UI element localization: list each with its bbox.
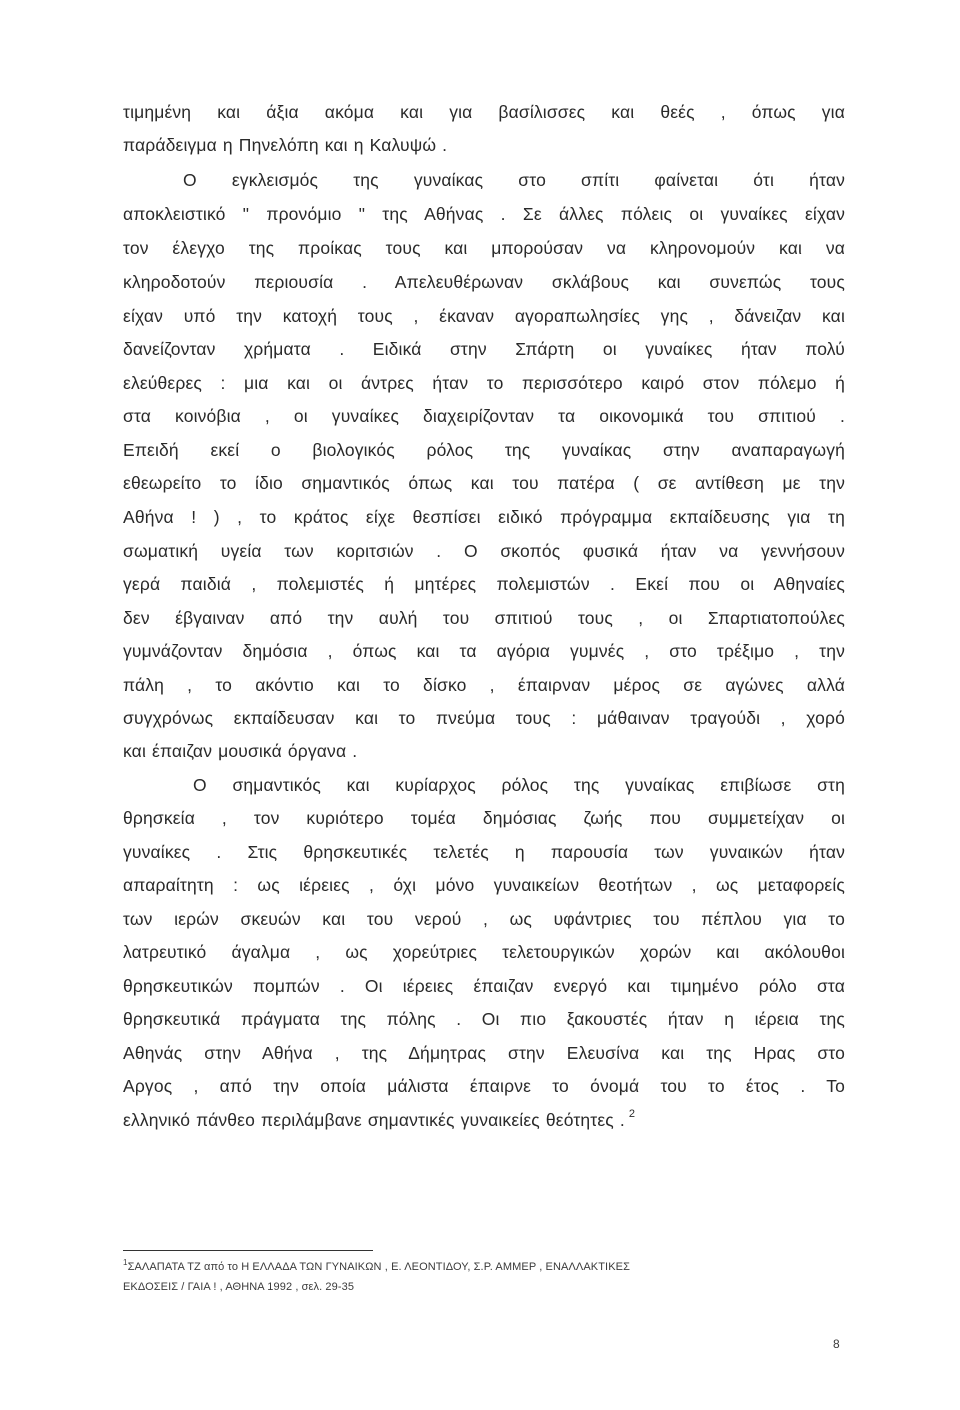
- body-text-line: λατρευτικό άγαλμα , ως χορεύτριες τελετουργικών χορών και ακόλουθοι: [123, 942, 845, 962]
- body-text-line: γυναίκες . Στις θρησκευτικές τελετές η παρουσία των γυναικών ήταν: [123, 842, 845, 862]
- last-line-text: ελληνικό πάνθεο περιλάμβανε σημαντικές γυναικείες θεότητες .: [123, 1110, 625, 1130]
- body-text-line: δεν έβγαιναν από την αυλή του σπιτιού τους , οι Σπαρτιατοπούλες: [123, 608, 845, 628]
- body-text-line: και έπαιζαν μουσικά όργανα .: [123, 741, 358, 761]
- body-text-line: κληροδοτούν περιουσία . Απελευθέρωναν σκλάβους και συνεπώς τους: [123, 272, 845, 292]
- body-text-line: γερά παιδιά , πολεμιστές ή μητέρες πολεμιστών . Εκεί που οι Αθηναίες: [123, 574, 845, 594]
- body-text-line: στα κοινόβια , οι γυναίκες διαχειρίζονταν τα οικονομικά του σπιτιού .: [123, 406, 845, 426]
- body-text-line: ελεύθερες : μια και οι άντρες ήταν το περισσότερο καιρό στον πόλεμο ή: [123, 373, 845, 393]
- body-text-line: είχαν υπό την κατοχή τους , έκαναν αγοραπωλησίες γης , δάνειζαν και: [123, 306, 845, 326]
- footnote-divider: [123, 1250, 373, 1251]
- body-text-line: Αθήνα ! ) , το κράτος είχε θεσπίσει ειδικό πρόγραμμα εκπαίδευσης για τη: [123, 507, 845, 527]
- body-text-line: Αργος , από την οποία μάλιστα έπαιρνε το όνομά του το έτος . Το: [123, 1076, 845, 1096]
- body-text-line: απαραίτητη : ως ιέρειες , όχι μόνο γυναικείων θεοτήτων , ως μεταφορείς: [123, 875, 845, 895]
- body-text-line: Επειδή εκεί ο βιολογικός ρόλος της γυναίκας στην αναπαραγωγή: [123, 440, 845, 460]
- body-text-line: τιμημένη και άξια ακόμα και για βασίλισσες και θεές , όπως για: [123, 102, 845, 122]
- paragraph-start-line: Ο σημαντικός και κυρίαρχος ρόλος της γυναίκας επιβίωσε στη: [193, 775, 845, 795]
- body-text-line: τον έλεγχο της προίκας τους και μπορούσαν να κληρονομούν και να: [123, 238, 845, 258]
- body-text-line: θρησκεία , τον κυριότερο τομέα δημόσιας ζωής που συμμετείχαν οι: [123, 808, 845, 828]
- body-text-line: εθεωρείτο το ίδιο σημαντικός όπως και του πατέρα ( σε αντίθεση με την: [123, 473, 845, 493]
- footnote-line: [123, 1260, 630, 1275]
- page-number: 8: [833, 1337, 840, 1351]
- footnote-marker: 1: [123, 1258, 128, 1267]
- body-text-line: γυμνάζονταν δημόσια , όπως και τα αγόρια γυμνές , στο τρέξιμο , την: [123, 641, 845, 661]
- body-text-line: παράδειγμα η Πηνελόπη και η Καλυψώ .: [123, 135, 448, 155]
- paragraph-start-line: Ο εγκλεισμός της γυναίκας στο σπίτι φαίνεται ότι ήταν: [183, 170, 845, 190]
- footnote-line-continued: ΕΚΔΟΣΕΙΣ / ΓΑΙΑ ! , ΑΘΗΝΑ 1992 , σελ. 29-35: [123, 1281, 355, 1293]
- body-text-line: Αθηνάς στην Αθήνα , της Δήμητρας στην Ελευσίνα και της Ηρας στο: [123, 1043, 845, 1063]
- body-text-line: δανείζονταν χρήματα . Ειδικά στην Σπάρτη οι γυναίκες ήταν πολύ: [123, 339, 845, 359]
- body-text-line: πάλη , το ακόντιο και το δίσκο , έπαιρναν μέρος σε αγώνες αλλά: [123, 675, 845, 695]
- body-text-line: συγχρόνως εκπαίδευσαν και το πνεύμα τους : μάθαιναν τραγούδι , χορό: [123, 708, 845, 728]
- body-text-line-last: [123, 1108, 845, 1135]
- body-text-line: θρησκευτικών πομπών . Οι ιέρειες έπαιζαν ενεργό και τιμημένο ρόλο στα: [123, 976, 845, 996]
- footnote-reference: 2: [628, 1108, 636, 1120]
- body-text-line: σωματική υγεία των κοριτσιών . Ο σκοπός φυσικά ήταν να γεννήσουν: [123, 541, 845, 561]
- body-text-line: των ιερών σκευών και του νερού , ως υφάντριες του πέπλου για το: [123, 909, 845, 929]
- footnote-text: ΣΑΛΑΠΑΤΑ ΤΖ από το Η ΕΛΛΑΔΑ ΤΩΝ ΓΥΝΑΙΚΩΝ , Ε. ΛΕΟΝΤΙΔΟΥ, Σ.Ρ. ΑΜΜΕΡ , ΕΝΑΛΛΑΚΤΙΚΕΣ: [127, 1261, 630, 1273]
- body-text-line: θρησκευτικά πράγματα της πόλης . Οι πιο ξακουστές ήταν η ιέρεια της: [123, 1009, 845, 1029]
- body-text-line: αποκλειστικό " προνόμιο " της Αθήνας . Σε άλλες πόλεις οι γυναίκες είχαν: [123, 204, 845, 224]
